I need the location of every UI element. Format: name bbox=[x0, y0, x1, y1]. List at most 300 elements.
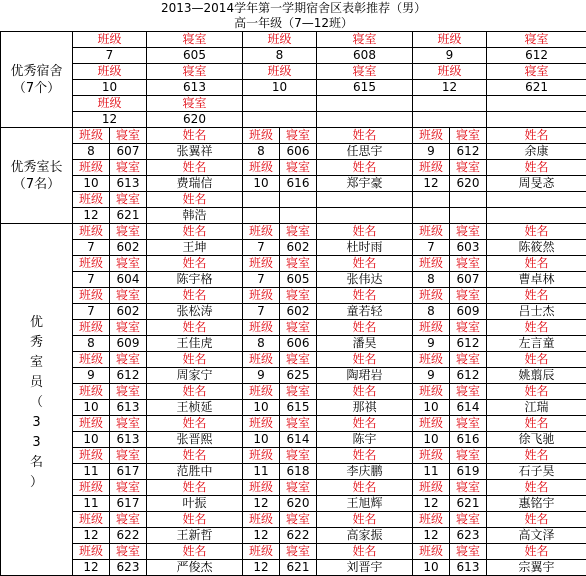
section-label-char: 名 bbox=[1, 453, 72, 473]
table-row bbox=[1, 208, 586, 224]
header-class: 班级 bbox=[73, 160, 110, 176]
header-room: 寝室 bbox=[280, 544, 317, 560]
header-class: 班级 bbox=[243, 224, 280, 240]
table-row bbox=[1, 48, 586, 64]
room-cell: 621 bbox=[450, 496, 487, 512]
header-class: 班级 bbox=[243, 320, 280, 336]
room-cell: 612 bbox=[450, 336, 487, 352]
class-cell: 10 bbox=[73, 80, 147, 96]
room-cell: 613 bbox=[110, 400, 147, 416]
header-name: 姓名 bbox=[147, 352, 243, 368]
header-class: 班级 bbox=[413, 384, 450, 400]
empty-cell bbox=[243, 96, 317, 112]
header-class: 班级 bbox=[243, 352, 280, 368]
room-cell: 604 bbox=[110, 272, 147, 288]
header-class: 班级 bbox=[413, 128, 450, 144]
header-room: 寝室 bbox=[487, 64, 586, 80]
class-cell: 12 bbox=[73, 560, 110, 576]
header-class: 班级 bbox=[73, 320, 110, 336]
header-class: 班级 bbox=[73, 224, 110, 240]
room-cell: 621 bbox=[280, 560, 317, 576]
room-cell: 609 bbox=[450, 304, 487, 320]
header-room: 寝室 bbox=[280, 128, 317, 144]
header-class: 班级 bbox=[243, 64, 317, 80]
name-cell: 潘昊 bbox=[317, 336, 413, 352]
empty-cell bbox=[487, 112, 586, 128]
room-cell: 613 bbox=[147, 80, 243, 96]
header-name: 姓名 bbox=[487, 160, 586, 176]
header-class: 班级 bbox=[73, 416, 110, 432]
header-room: 寝室 bbox=[450, 544, 487, 560]
header-class: 班级 bbox=[413, 160, 450, 176]
leader-section-label bbox=[1, 128, 73, 224]
room-cell: 620 bbox=[147, 112, 243, 128]
room-cell: 619 bbox=[450, 464, 487, 480]
header-class: 班级 bbox=[413, 480, 450, 496]
class-cell: 10 bbox=[243, 400, 280, 416]
header-room: 寝室 bbox=[110, 192, 147, 208]
header-class: 班级 bbox=[413, 416, 450, 432]
header-name: 姓名 bbox=[317, 512, 413, 528]
header-row bbox=[1, 480, 586, 496]
room-cell: 602 bbox=[110, 240, 147, 256]
header-class: 班级 bbox=[413, 512, 450, 528]
room-cell: 606 bbox=[280, 336, 317, 352]
header-class: 班级 bbox=[73, 32, 147, 48]
header-room: 寝室 bbox=[110, 384, 147, 400]
class-cell: 8 bbox=[413, 304, 450, 320]
empty-cell bbox=[317, 112, 413, 128]
header-row bbox=[1, 288, 586, 304]
header-row bbox=[1, 128, 586, 144]
table-row bbox=[1, 560, 586, 576]
room-cell: 607 bbox=[110, 144, 147, 160]
room-cell: 612 bbox=[110, 368, 147, 384]
room-cell: 617 bbox=[110, 464, 147, 480]
room-cell: 618 bbox=[280, 464, 317, 480]
header-class: 班级 bbox=[413, 32, 487, 48]
sheet-title: 2013—2014学年第一学期宿舍区表彰推荐（男） bbox=[1, 0, 586, 16]
class-cell: 7 bbox=[413, 240, 450, 256]
header-name: 姓名 bbox=[487, 448, 586, 464]
class-cell: 12 bbox=[413, 176, 450, 192]
name-cell: 王佳虎 bbox=[147, 336, 243, 352]
header-class: 班级 bbox=[413, 256, 450, 272]
header-room: 寝室 bbox=[280, 480, 317, 496]
header-name: 姓名 bbox=[317, 320, 413, 336]
class-cell: 9 bbox=[413, 336, 450, 352]
room-cell: 616 bbox=[280, 176, 317, 192]
class-cell: 7 bbox=[243, 304, 280, 320]
header-class: 班级 bbox=[243, 480, 280, 496]
header-name: 姓名 bbox=[147, 288, 243, 304]
header-room: 寝室 bbox=[317, 32, 413, 48]
empty-cell bbox=[243, 192, 280, 208]
room-cell: 621 bbox=[110, 208, 147, 224]
empty-cell bbox=[413, 192, 450, 208]
class-cell: 8 bbox=[243, 48, 317, 64]
room-cell: 607 bbox=[450, 272, 487, 288]
header-row bbox=[1, 448, 586, 464]
header-class: 班级 bbox=[413, 64, 487, 80]
header-class: 班级 bbox=[243, 512, 280, 528]
class-cell: 7 bbox=[73, 240, 110, 256]
header-row bbox=[1, 224, 586, 240]
table-row bbox=[1, 80, 586, 96]
header-class: 班级 bbox=[243, 544, 280, 560]
header-class: 班级 bbox=[73, 448, 110, 464]
header-room: 寝室 bbox=[280, 224, 317, 240]
class-cell: 10 bbox=[413, 432, 450, 448]
header-name: 姓名 bbox=[147, 512, 243, 528]
header-row bbox=[1, 352, 586, 368]
header-class: 班级 bbox=[73, 384, 110, 400]
header-room: 寝室 bbox=[110, 352, 147, 368]
room-cell: 617 bbox=[110, 496, 147, 512]
room-cell: 621 bbox=[487, 80, 586, 96]
room-cell: 603 bbox=[450, 240, 487, 256]
name-cell: 任思宇 bbox=[317, 144, 413, 160]
class-cell: 9 bbox=[243, 368, 280, 384]
class-cell: 12 bbox=[73, 208, 110, 224]
empty-cell bbox=[450, 208, 487, 224]
header-class: 班级 bbox=[73, 192, 110, 208]
header-room: 寝室 bbox=[280, 384, 317, 400]
room-cell: 605 bbox=[280, 272, 317, 288]
room-cell: 606 bbox=[280, 144, 317, 160]
header-row bbox=[1, 544, 586, 560]
header-class: 班级 bbox=[243, 384, 280, 400]
section-label-char: 室 bbox=[1, 353, 72, 373]
class-cell: 10 bbox=[243, 80, 317, 96]
name-cell: 张伟达 bbox=[317, 272, 413, 288]
table-row bbox=[1, 112, 586, 128]
header-name: 姓名 bbox=[317, 160, 413, 176]
header-class: 班级 bbox=[73, 544, 110, 560]
header-name: 姓名 bbox=[147, 224, 243, 240]
header-room: 寝室 bbox=[450, 288, 487, 304]
room-cell: 622 bbox=[280, 528, 317, 544]
room-cell: 602 bbox=[280, 304, 317, 320]
class-cell: 12 bbox=[243, 496, 280, 512]
header-row bbox=[1, 64, 586, 80]
empty-cell bbox=[413, 96, 487, 112]
room-cell: 625 bbox=[280, 368, 317, 384]
header-row bbox=[1, 32, 586, 48]
header-class: 班级 bbox=[243, 448, 280, 464]
header-name: 姓名 bbox=[317, 480, 413, 496]
header-name: 姓名 bbox=[317, 288, 413, 304]
name-cell: 江瑞 bbox=[487, 400, 586, 416]
header-name: 姓名 bbox=[487, 544, 586, 560]
section-count: （7名） bbox=[1, 176, 72, 193]
class-cell: 9 bbox=[413, 144, 450, 160]
class-cell: 12 bbox=[73, 528, 110, 544]
class-cell: 11 bbox=[73, 496, 110, 512]
room-cell: 614 bbox=[450, 400, 487, 416]
header-class: 班级 bbox=[73, 352, 110, 368]
header-name: 姓名 bbox=[487, 320, 586, 336]
header-name: 姓名 bbox=[317, 416, 413, 432]
empty-cell bbox=[317, 208, 413, 224]
section-label-char: 秀 bbox=[1, 333, 72, 353]
header-room: 寝室 bbox=[450, 224, 487, 240]
header-name: 姓名 bbox=[317, 384, 413, 400]
class-cell: 10 bbox=[413, 400, 450, 416]
class-cell: 12 bbox=[413, 80, 487, 96]
header-room: 寝室 bbox=[280, 288, 317, 304]
header-room: 寝室 bbox=[110, 320, 147, 336]
header-class: 班级 bbox=[73, 288, 110, 304]
class-cell: 9 bbox=[413, 368, 450, 384]
class-cell: 7 bbox=[243, 240, 280, 256]
header-room: 寝室 bbox=[487, 32, 586, 48]
header-room: 寝室 bbox=[450, 256, 487, 272]
class-cell: 7 bbox=[73, 304, 110, 320]
name-cell: 陈筱然 bbox=[487, 240, 586, 256]
room-cell: 612 bbox=[487, 48, 586, 64]
class-cell: 8 bbox=[243, 144, 280, 160]
header-name: 姓名 bbox=[147, 480, 243, 496]
header-room: 寝室 bbox=[147, 96, 243, 112]
header-name: 姓名 bbox=[147, 256, 243, 272]
header-class: 班级 bbox=[413, 320, 450, 336]
header-name: 姓名 bbox=[487, 416, 586, 432]
table-row bbox=[1, 432, 586, 448]
header-class: 班级 bbox=[413, 448, 450, 464]
header-name: 姓名 bbox=[147, 416, 243, 432]
table-row bbox=[1, 528, 586, 544]
header-room: 寝室 bbox=[110, 480, 147, 496]
name-cell: 陶珺岩 bbox=[317, 368, 413, 384]
name-cell: 高家振 bbox=[317, 528, 413, 544]
name-cell: 左言童 bbox=[487, 336, 586, 352]
header-class: 班级 bbox=[413, 288, 450, 304]
table-row bbox=[1, 496, 586, 512]
room-cell: 608 bbox=[317, 48, 413, 64]
dorm-section-label bbox=[1, 32, 73, 128]
empty-cell bbox=[413, 112, 487, 128]
section-label-char: （ bbox=[1, 393, 72, 413]
name-cell: 王坤 bbox=[147, 240, 243, 256]
header-name: 姓名 bbox=[317, 256, 413, 272]
name-cell: 童若轻 bbox=[317, 304, 413, 320]
table-row bbox=[1, 400, 586, 416]
empty-cell bbox=[280, 192, 317, 208]
section-label-char: 员 bbox=[1, 373, 72, 393]
header-room: 寝室 bbox=[110, 416, 147, 432]
name-cell: 张松涛 bbox=[147, 304, 243, 320]
name-cell: 徐飞驰 bbox=[487, 432, 586, 448]
header-room: 寝室 bbox=[280, 512, 317, 528]
header-class: 班级 bbox=[413, 544, 450, 560]
class-cell: 12 bbox=[413, 496, 450, 512]
header-row bbox=[1, 512, 586, 528]
header-room: 寝室 bbox=[110, 256, 147, 272]
header-name: 姓名 bbox=[147, 160, 243, 176]
class-cell: 8 bbox=[73, 144, 110, 160]
header-room: 寝室 bbox=[450, 384, 487, 400]
class-cell: 10 bbox=[73, 432, 110, 448]
room-cell: 613 bbox=[110, 432, 147, 448]
empty-cell bbox=[280, 208, 317, 224]
header-room: 寝室 bbox=[110, 160, 147, 176]
table-row bbox=[1, 336, 586, 352]
name-cell: 周家宁 bbox=[147, 368, 243, 384]
class-cell: 8 bbox=[413, 272, 450, 288]
empty-cell bbox=[450, 192, 487, 208]
class-cell: 10 bbox=[413, 560, 450, 576]
name-cell: 刘晋宇 bbox=[317, 560, 413, 576]
header-room: 寝室 bbox=[110, 544, 147, 560]
name-cell: 曹卓林 bbox=[487, 272, 586, 288]
header-name: 姓名 bbox=[317, 128, 413, 144]
class-cell: 10 bbox=[73, 400, 110, 416]
class-cell: 12 bbox=[243, 560, 280, 576]
header-row bbox=[1, 416, 586, 432]
name-cell: 那祺 bbox=[317, 400, 413, 416]
header-name: 姓名 bbox=[147, 320, 243, 336]
room-cell: 602 bbox=[110, 304, 147, 320]
name-cell: 惠铭宇 bbox=[487, 496, 586, 512]
empty-cell bbox=[487, 192, 586, 208]
class-cell: 8 bbox=[243, 336, 280, 352]
room-cell: 620 bbox=[280, 496, 317, 512]
header-class: 班级 bbox=[243, 32, 317, 48]
header-room: 寝室 bbox=[450, 448, 487, 464]
class-cell: 11 bbox=[413, 464, 450, 480]
header-name: 姓名 bbox=[487, 128, 586, 144]
member-section-label bbox=[1, 224, 73, 576]
header-class: 班级 bbox=[73, 128, 110, 144]
class-cell: 12 bbox=[413, 528, 450, 544]
name-cell: 姚翦辰 bbox=[487, 368, 586, 384]
table-row bbox=[1, 272, 586, 288]
class-cell: 8 bbox=[73, 336, 110, 352]
header-room: 寝室 bbox=[110, 288, 147, 304]
grade-subtitle: 高一年级（7—12班） bbox=[1, 16, 586, 32]
room-cell: 623 bbox=[450, 528, 487, 544]
header-room: 寝室 bbox=[110, 448, 147, 464]
header-class: 班级 bbox=[243, 416, 280, 432]
name-cell: 吕士杰 bbox=[487, 304, 586, 320]
empty-cell bbox=[487, 96, 586, 112]
class-cell: 10 bbox=[243, 176, 280, 192]
header-room: 寝室 bbox=[280, 448, 317, 464]
room-cell: 614 bbox=[280, 432, 317, 448]
class-cell: 10 bbox=[243, 432, 280, 448]
header-class: 班级 bbox=[73, 480, 110, 496]
section-count: （7个） bbox=[1, 80, 72, 97]
header-class: 班级 bbox=[243, 256, 280, 272]
header-name: 姓名 bbox=[317, 352, 413, 368]
room-cell: 620 bbox=[450, 176, 487, 192]
header-row bbox=[1, 160, 586, 176]
empty-cell bbox=[413, 208, 450, 224]
empty-cell bbox=[317, 192, 413, 208]
class-cell: 11 bbox=[73, 464, 110, 480]
header-class: 班级 bbox=[73, 64, 147, 80]
header-name: 姓名 bbox=[147, 544, 243, 560]
header-class: 班级 bbox=[73, 256, 110, 272]
name-cell: 王新哲 bbox=[147, 528, 243, 544]
header-room: 寝室 bbox=[280, 320, 317, 336]
header-room: 寝室 bbox=[450, 320, 487, 336]
header-room: 寝室 bbox=[450, 512, 487, 528]
section-label-char: 3 bbox=[1, 433, 72, 453]
header-class: 班级 bbox=[73, 512, 110, 528]
room-cell: 622 bbox=[110, 528, 147, 544]
header-row bbox=[1, 256, 586, 272]
header-name: 姓名 bbox=[147, 128, 243, 144]
empty-cell bbox=[243, 112, 317, 128]
table-row bbox=[1, 304, 586, 320]
class-cell: 12 bbox=[73, 112, 147, 128]
name-cell: 叶振 bbox=[147, 496, 243, 512]
name-cell: 陈宇格 bbox=[147, 272, 243, 288]
header-room: 寝室 bbox=[280, 160, 317, 176]
section-label-char: ） bbox=[1, 473, 72, 493]
name-cell: 郑宇豪 bbox=[317, 176, 413, 192]
header-name: 姓名 bbox=[487, 352, 586, 368]
header-room: 寝室 bbox=[280, 256, 317, 272]
section-label-char: 优 bbox=[1, 313, 72, 333]
header-name: 姓名 bbox=[487, 384, 586, 400]
room-cell: 602 bbox=[280, 240, 317, 256]
name-cell: 李庆鹏 bbox=[317, 464, 413, 480]
name-cell: 张晋熙 bbox=[147, 432, 243, 448]
table-row bbox=[1, 240, 586, 256]
name-cell: 余康 bbox=[487, 144, 586, 160]
header-room: 寝室 bbox=[450, 352, 487, 368]
header-room: 寝室 bbox=[280, 352, 317, 368]
empty-cell bbox=[487, 208, 586, 224]
header-room: 寝室 bbox=[450, 128, 487, 144]
section-label-char: 3 bbox=[1, 413, 72, 433]
header-row bbox=[1, 96, 586, 112]
name-cell: 周旻忞 bbox=[487, 176, 586, 192]
header-name: 姓名 bbox=[147, 192, 243, 208]
header-room: 寝室 bbox=[450, 160, 487, 176]
name-cell: 范胜中 bbox=[147, 464, 243, 480]
header-class: 班级 bbox=[243, 160, 280, 176]
section-title: 优秀宿舍 bbox=[1, 63, 72, 80]
header-name: 姓名 bbox=[317, 224, 413, 240]
header-name: 姓名 bbox=[487, 512, 586, 528]
header-name: 姓名 bbox=[487, 224, 586, 240]
header-name: 姓名 bbox=[147, 384, 243, 400]
class-cell: 9 bbox=[413, 48, 487, 64]
empty-cell bbox=[317, 96, 413, 112]
header-room: 寝室 bbox=[317, 64, 413, 80]
room-cell: 613 bbox=[110, 176, 147, 192]
name-cell: 费瑞信 bbox=[147, 176, 243, 192]
header-room: 寝室 bbox=[450, 480, 487, 496]
header-room: 寝室 bbox=[110, 128, 147, 144]
table-row bbox=[1, 176, 586, 192]
header-room: 寝室 bbox=[147, 64, 243, 80]
header-name: 姓名 bbox=[317, 448, 413, 464]
header-row bbox=[1, 192, 586, 208]
table-row bbox=[1, 144, 586, 160]
header-class: 班级 bbox=[243, 128, 280, 144]
header-class: 班级 bbox=[243, 288, 280, 304]
name-cell: 陈宇 bbox=[317, 432, 413, 448]
name-cell: 杜时雨 bbox=[317, 240, 413, 256]
name-cell: 石子昊 bbox=[487, 464, 586, 480]
table-row bbox=[1, 368, 586, 384]
empty-cell bbox=[243, 208, 280, 224]
